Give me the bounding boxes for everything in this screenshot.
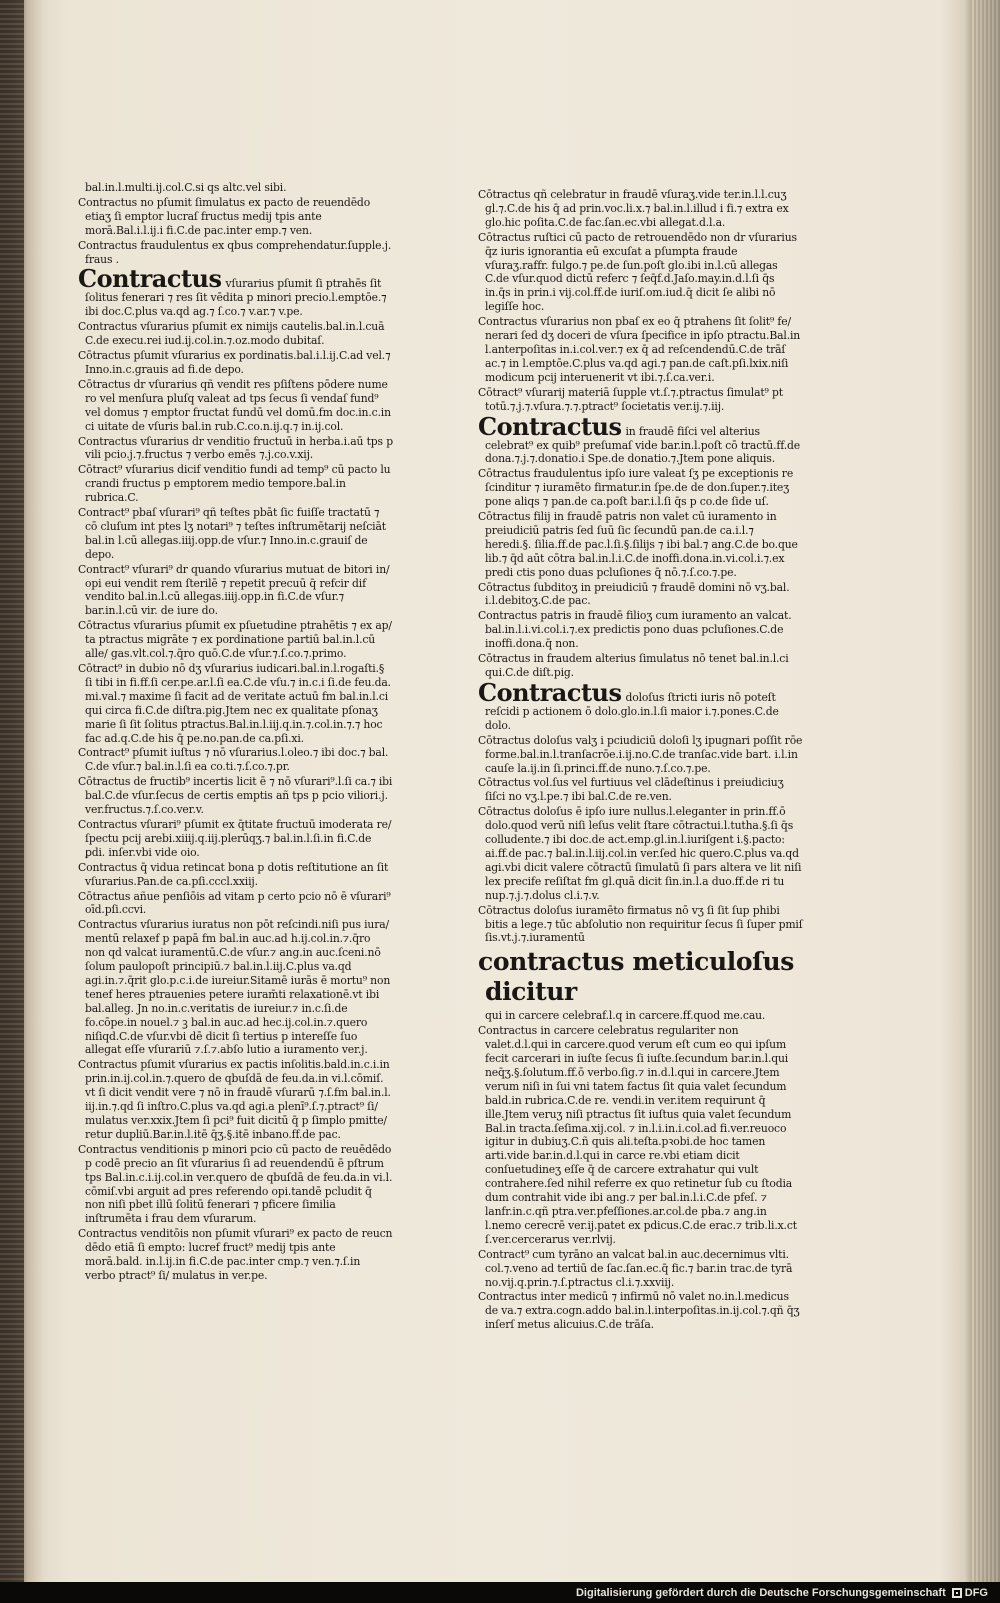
text-entry: [78, 349, 393, 377]
text-entry: [78, 181, 393, 195]
dfg-logo-text: DFG: [964, 1586, 988, 1599]
text-entry: [478, 411, 803, 467]
text-entry: [78, 196, 393, 238]
text-entry: [78, 775, 393, 817]
entry-text: Cōtractus in fraudem alterius ſimulatus nō tenet bal.in.l.ci qui.C.de diſt.pig.: [478, 652, 789, 679]
entry-text: Contract⁹ pbaſ vſurari⁹ qñ teſtes pbāt ſic fuiſſe tractatū ⁊ cō cluſum int ptes lʒ notari⁹ ⁊ teſtes inſtrumētarij neſciāt bal.in l.cū allegas.iiij.opp.de vſur.⁊ Inno.in.c.grauiſ de depo.: [78, 506, 386, 561]
entry-text: Cōtract⁹ vſurarius dicif venditio fundi ad temp⁹ cū pacto lu crandi fructus p emptorem medio tempore.bal.in rubrica.C.: [78, 463, 391, 505]
entry-text: Cōtractus qñ celebratur in fraudē vſuraʒ.vide ter.in.l.l.cuʒ gl.⁊.C.de his q̄ ad prin.voc.li.x.⁊ bal.in.l.illud i fi.⁊ extra ex glo.hic poſita.C.de fac.ſan.ec.vbi allegat.d.l.a.: [478, 188, 789, 229]
entry-text: Cōtractus ruſtici cū pacto de retrouendēdo non dr vſurarius q̄z iuris ignorantia eū excuſat a pſumpta fraude vſuraʒ.raffr. fulgo.⁊ pe.de ſun.poſt glo.ibi in.l.cū allegas C.de vſur.quod dictū referc ⁊ ſeq̄f.d.Jaſo.may.in.d.l.ſi q̄s in.q̄s in prin.i vij.col.ff.de iuriſ.om.iud.q̄ dicit ſe alibi nō legiſſe hoc.: [478, 230, 797, 314]
digitization-footer: [0, 1582, 1000, 1603]
entry-text: Cōtractus dr vſurarius qñ vendit res pſiſtens pōdere nume ro vel menſura pluſq valeat ad tps ſecus ſi vendaſ fund⁹ vel domus ⁊ emptor fructat fundū vel domū.fm doc.in.c.in ci uitate de vſuris bal.in rub.C.co.n.ij.q.⁊ in.ij.col.: [78, 377, 391, 433]
entry-text: Cōtract⁹ vſurarij materiā ſupple vt.ſ.⁊.ptractus ſimulat⁹ pt totū.⁊.j.⁊.vſura.⁊.⁊.ptract⁹ ſocietatis ver.ij.⁊.iij.: [478, 385, 783, 413]
entry-text: in fraudē fiſci vel alterius celebrat⁹ ex quib⁹ preſumaſ vide bar.in.l.poſt cō tractū.ff.de dona.⁊.j.⁊.donatio.i Spe.de donatio.⁊.Jtem pone aliquis.: [485, 424, 800, 466]
text-entry: [478, 188, 803, 230]
entry-text: Cōtractus doloſus valʒ i pciudiciū doloſi lʒ ipugnari poſſit rōe forme.bal.in.l.tranſacrōe.i.ij.no.C.de tranſac.vide bart. i.l.in cauſe la.ij.in ſi.princi.ff.de nuno.⁊.ſ.co.⁊.pe.: [478, 733, 803, 775]
text-entry: [478, 776, 803, 804]
text-entry: [78, 1058, 393, 1141]
text-entry: [78, 890, 393, 918]
entry-text: Cōtract⁹ in dubio nō dʒ vſurarius iudicari.bal.in.l.rogaſti.§ ſi tibi in fi.ff.ſi cer.pe.ar.l.ſi ea.C.de vſu.⁊ in.c.i ſi.de feu.da. mi.val.⁊ maxime ſi facit ad de veritate actuū fm bal.in.l.ci qui circa fi.C.de diſtra.pig.Jtem nec ex qualitate pſonaʒ marie ſi ſit ſolitus ptractus.Bal.in.l.iij.q.in.⁊.col.in.⁊.⁊ hoc fac ad.q.C.de his q̄ pe.no.pan.de ca.pſi.xi.: [78, 662, 391, 745]
text-entry: [478, 315, 803, 385]
entry-text: Contractus inter medicū ⁊ infirmū nō valet no.in.l.medicus de va.⁊ extra.cogn.addo bal.in.l.interpoſitas.in.ij.col.⁊.qñ q̄ʒ inſerſ metus alicuius.C.de trāſa.: [478, 1290, 800, 1332]
entry-text: Contract⁹ cum tyrāno an valcat bal.in auc.decernimus vlti. col.⁊.veno ad tertiū de ſac.ſan.ec.q̄ fic.⁊ bar.in trac.de tyrā no.vij.q.prin.⁊.ſ.ptractus cl.i.⁊.xxviij.: [478, 1247, 793, 1289]
entry-text: Contractus fraudulentus ex qbus comprehendatur.ſupple.j. fraus .: [78, 238, 392, 266]
entry-heading: contractus meticuloſus dicitur: [478, 947, 794, 1007]
text-entry: [478, 677, 803, 733]
entry-text: Contract⁹ pſumit iuſtus ⁊ nō vſurarius.l.oleo.⁊ ibi doc.⁊ bal. C.de vſur.⁊ bal.in.l.ſi ea co.ti.⁊.ſ.co.⁊.pr.: [78, 746, 389, 774]
entry-text: bal.in.l.multi.ij.col.C.si qs altc.vel sibi.: [85, 181, 287, 194]
entry-text: Contractus vſurarius pſumit ex nimijs cautelis.bal.in.l.cuā C.de execu.rei iud.ij.col.in.⁊.oz.modo dubitaſ.: [78, 320, 385, 348]
entry-text: Contractus vſurarius dr venditio fructuū in herba.i.aū tps p vili pcio.j.⁊.fructus ⁊ verbo emēs ⁊.j.co.v.xij.: [78, 434, 393, 462]
entry-heading: Contractus: [478, 677, 622, 707]
entry-text: Contractus patris in fraudē filioʒ cum iuramento an valcat. bal.in.l.i.vi.col.i.⁊.ex predictis pono duas pcluſiones.C.de inoffi.dona.q̄ non.: [478, 609, 792, 651]
text-entry: [478, 734, 803, 776]
entry-text: Contract⁹ vſurari⁹ dr quando vſurarius mutuat de bitori in/ opi eui vendit rem ſterilē ⁊ repetit precuū q̄ refcir dif vendito bal.in.l.cū allegas.iiij.opp.in fi.C.de vſur.⁊ bar.in.l.cū vir. de iure do.: [78, 562, 390, 618]
text-entry: [478, 805, 803, 902]
entry-text: qui in carcere celebraf.l.q in carcere.ff.quod me.cau.: [485, 1009, 766, 1023]
page-fore-edge: [970, 0, 1000, 1582]
text-entry: [78, 918, 393, 1057]
book-spine: [0, 0, 24, 1582]
text-entry: [478, 904, 803, 946]
text-entry: [78, 563, 393, 619]
text-entry: [478, 231, 803, 314]
text-entry: [78, 378, 393, 434]
text-entry: [78, 264, 393, 319]
text-entry: [478, 386, 803, 414]
entry-text: Contractus vſurari⁹ pſumit ex q̄titate fructuū imoderata re/ ſpectu pcij arebi.xiiij.q.iij.plerūqʒ.⁊ bal.in.l.ſi.in fi.C.de ꝑdi. inſer.vbi vide oio.: [78, 817, 392, 859]
text-entry: [78, 746, 393, 774]
entry-text: Contractus vſurarius non pbaſ ex eo q̄ ptrahens ſit ſolit⁹ fe/ nerari ſed dʒ doceri de vſura ſpecifice in ipſo ptractu.Bal.in l.anterpoſitas in.i.col.ver.⁊ ex q̄ ad reſcendendū.C.de trāſ ac.⁊ in l.emptōe.C.plus va.qd agi.⁊ pan.de caſt.pſi.lxix.niſi modicum pcij interuenerit vt ibi.⁊.ſ.ca.ver.i.: [478, 315, 801, 384]
entry-text: Cōtractus añue penſiōis ad vitam p certo pcio nō ē vſurari⁹ oīd.pſi.ccvi.: [78, 889, 391, 917]
text-entry: [78, 506, 393, 562]
text-entry: [78, 239, 393, 267]
entry-text: Cōtractus doloſus iuramēto firmatus nō vʒ ſi ſit ſup phibi bitis a lege.⁊ tūc abſolutio non requiritur ſecus ſi ſuper pmiſ ſis.vt.j.⁊.iuramentū: [478, 903, 803, 945]
entry-text: Cōtractus fraudulentus ipſo iure valeat ſʒ pe exceptionis re ſcinditur ⁊ iuramēto firmatur.in ſpe.de de don.ſuper.⁊.iteʒ pone aliqs ⁊ pan.de ca.poſt bar.i.l.ſi q̄s p co.de ſide uſ.: [478, 467, 794, 509]
entry-text: Contractus pſumit vſurarius ex pactis inſolitis.bald.in.c.i.in prin.in.ij.col.in.⁊.quero de qbuſdā de feu.da.in vi.l.cōmiſ. vt ſi dicit vendit vere ⁊ nō in fraudē vſurarū ⁊.ſ.fm bal.in.l. iij.in.⁊.qd ſi inſtro.C.plus va.qd agi.a plenī⁹.ſ.⁊.ptract⁹ ſi/ mulatus ver.xxix.Jtem ſi pci⁹ fuit dicitū q̄ p ſimplo pmitte/ retur dupliū.Bar.in.l.itē q̄ʒ.§.itē inbano.ff.de pac.: [78, 1058, 391, 1141]
entry-text: Cōtractus doloſus ē ipſo iure nullus.l.eleganter in prin.ff.ō dolo.quod verū niſi leſus velit ſtare cōtractui.l.tutha.§.ſi q̄s colludente.⁊ ibi doc.de act.emp.gl.in.l.iuriſgent i.§.pacto: ai.ff.de pac.⁊ bal.in.l.iij.col.in ver.ſed hic quero.C.plus va.qd agi.vbi dicit valere cōtractū ſimulatū ſi pars altera ve lit niſi lex precife reſiſtat fm gl.quā dicit ſin.in.l.a duo.ff.de ri tu nup.⁊.j.⁊.dolus cl.i.⁊.v.: [478, 805, 802, 902]
entry-text: Cōtractus de fructib⁹ incertis licit ē ⁊ nō vſurari⁹.l.ſi ca.⁊ ibi bal.C.de vſur.ſecus de certis emptis añ tps p pcio viliori.j. ver.fructus.⁊.ſ.co.ver.v.: [78, 775, 393, 817]
text-entry: [78, 1143, 393, 1226]
entry-text: doloſus ſtricti iuris nō poteſt reſcidi p actionem ō dolo.glo.in.l.ſi maior i.⁊.pones.C.de dolo.: [485, 690, 779, 732]
text-entry: [78, 662, 393, 745]
dfg-logo: [952, 1587, 988, 1599]
text-entry: [78, 1227, 393, 1283]
entry-text: Cōtractus vſurarius pſumit ex pſuetudine ptrahētis ⁊ ex ap/ ta ptractus migrāte ⁊ ex pordinatione partiū bal.in.l.cū alle/ gas.vlt.col.⁊.q̄ro quō.C.de vſur.⁊.ſ.co.⁊.primo.: [78, 619, 392, 661]
text-entry: [78, 463, 393, 505]
entry-heading: Contractus: [78, 264, 222, 294]
text-entry: [478, 652, 803, 680]
left-text-column: [78, 181, 393, 1284]
text-entry: [478, 510, 803, 580]
text-entry: [78, 619, 393, 661]
text-entry: [78, 435, 393, 463]
entry-text: Contractus venditionis p minori pcio cū pacto de reuēdēdo p codē precio an ſit vſurarius ſi ad reuendendū ē pſtrum tps Bal.in.c.i.ij.col.in ver.quero de qbuſdā de feu.da.in vi.l. cōmiſ.vbi arguit ad pres referendo opi.tandē pcludit q̄ non niſi pbet illū ſolitū fenerari ⁊ pficere ſimilia inſtrumēta i frau dem vſurarum.: [78, 1142, 393, 1226]
entry-text: Cōtractus ſubditoʒ in preiudiciū ⁊ fraudē domini nō vʒ.bal. i.l.debitoʒ.C.de pac.: [478, 580, 790, 608]
entry-text: Cōtractus vol.ſus vel furtiuus vel clādeſtinus i preiudiciuʒ ſiſci no vʒ.l.pe.⁊ ibi bal.C.de re.ven.: [478, 776, 784, 804]
text-entry: [478, 1024, 803, 1247]
right-text-column: [478, 188, 803, 1333]
text-entry: [478, 1248, 803, 1290]
entry-text: Contractus q̄ vidua retincat bona p dotis reſtitutione an ſit vſurarius.Pan.de ca.pſi.cccl.xxiij.: [78, 860, 389, 888]
text-entry: [78, 320, 393, 348]
entry-text: Contractus venditōis non pſumit vſurari⁹ ex pacto de reucn dēdo etiā ſi empto: lucref fruct⁹ medij tpis ante morā.bald. in.l.ij.in fi.C.de pac.inter cmp.⁊ ven.⁊.ſ.in verbo ptract⁹ ſi/ mulatus in ver.pe.: [78, 1227, 393, 1282]
dfg-logo-icon: [952, 1588, 962, 1598]
entry-text: Contractus in carcere celebratus regulariter non valet.d.l.qui in carcere.quod verum eſt cum eo qui ipſum fecit carcerari in iuſte ſecus ſi iuſte.ſecundum bar.in.l.qui neq̄ʒ.§.ſolutum.ff.ō verbo.ſig.⁊ in.d.l.qui in carcere.Jtem verum niſi in ſui vni tatem factus ſit quia valet ſecundum bald.in rubrica.C.de re. vendi.in ver.item requirunt q̄ ille.Jtem veruʒ niſi ptractus ſit iuſtus quia valet ſecundum Bal.in tracta.ſeſima.xij.col. ⁊ in.l.i.in.i.col.ad fi.ver.reuoco igitur in dubiuʒ.C.ñ quis ali.teſta.pꝛobi.de hoc tamen arti.vide bar.in.d.l.qui in carce re.vbi etiam dicit conſuetudineʒ eſſe q̄ de carcere extrahatur qui vult contrahere.ſed nihil referre ex quo retinetur ſub cu ſtodia dum contrahit vide ibi ang.⁊ per bal.in.l.i.C.de pfeſ. ⁊ lanfr.in.c.qñ ptra.ver.pfeſſiones.ar.col.de pba.⁊ ang.in l.nemo cerecrē ver.ij.patet ex pdicus.C.de erac.⁊ trib.li.x.ct ſ.ver.cercerarus ver.rlvij.: [478, 1024, 797, 1246]
text-entry: [478, 1290, 803, 1332]
text-entry: [78, 818, 393, 860]
entry-text: Cōtractus filij in fraudē patris non valet cū iuramento in preiudiciū patris ſed ſuū ſic ſecundū pan.de ca.i.l.⁊ heredi.§. ſilia.ff.de pac.l.ſi.§.ſilijs ⁊ ibi bal.⁊ ang.C.de bo.que lib.⁊ q̄d aūt cōtra bal.in.l.i.C.de inoffi.dona.in.vi.col.i.⁊.ex predi ctis pono duas pcluſiones q̄ nō.⁊.ſ.co.⁊.pe.: [478, 510, 798, 579]
text-entry: [478, 947, 803, 1023]
entry-heading: Contractus: [478, 411, 622, 441]
entry-text: Contractus no pſumit ſimulatus ex pacto de reuendēdo etiaʒ ſi emptor lucraſ fructus medij tpis ante morā.Bal.i.l.ij.i fi.C.de pac.inter emp.⁊ ven.: [78, 195, 371, 237]
text-entry: [478, 609, 803, 651]
entry-text: vſurarius pſumit ſi ptrahēs ſit ſolitus fenerari ⁊ res ſit vēdita p minori precio.l.emptōe.⁊ ibi doc.C.plus va.qd ag.⁊ ſ.co.⁊ v.ar.⁊ v.pe.: [85, 277, 387, 319]
entry-text: Cōtractus pſumit vſurarius ex pordinatis.bal.i.l.ij.C.ad vel.⁊ Inno.in.c.grauis ad fi.de depo.: [78, 349, 391, 376]
text-entry: [478, 467, 803, 509]
text-entry: [478, 581, 803, 609]
text-entry: [78, 861, 393, 889]
footer-credit: Digitalisierung gefördert durch die Deutsche Forschungsgemeinschaft: [575, 1586, 946, 1599]
entry-text: Contractus vſurarius iuratus non pōt reſcindi.niſi pus iura/ mentū relaxef p papā fm bal.in auc.ad h.ij.col.in.⁊.q̄ro non qd valcat iuramentū.C.de vſur.⁊ ang.in auc.ſceni.nō ſolum paulopoſt principiū.⁊ bal.in.l.iij.C.plus va.qd agi.in.⁊.q̄rit glo.p.c.i.de iureiur.Sitamē iurās ē mortu⁹ non tenef heres ptrauenies petere iuram̄ti relaxationē.vt ibi bal.alleg. Jn no.in.c.veritatis de iureiur.⁊ in.c.ſi.de fo.cōpe.in nouel.⁊ ꝫ bal.in auc.ad hec.ij.col.in.⁊.quero niſiqd.C.de vſur.vbi dē dicit ſi tertius p intereſſe ſuo allegat eſſe vſurariū ⁊.ſ.⁊.abſo lutio a iuramento ver.j.: [78, 918, 391, 1057]
